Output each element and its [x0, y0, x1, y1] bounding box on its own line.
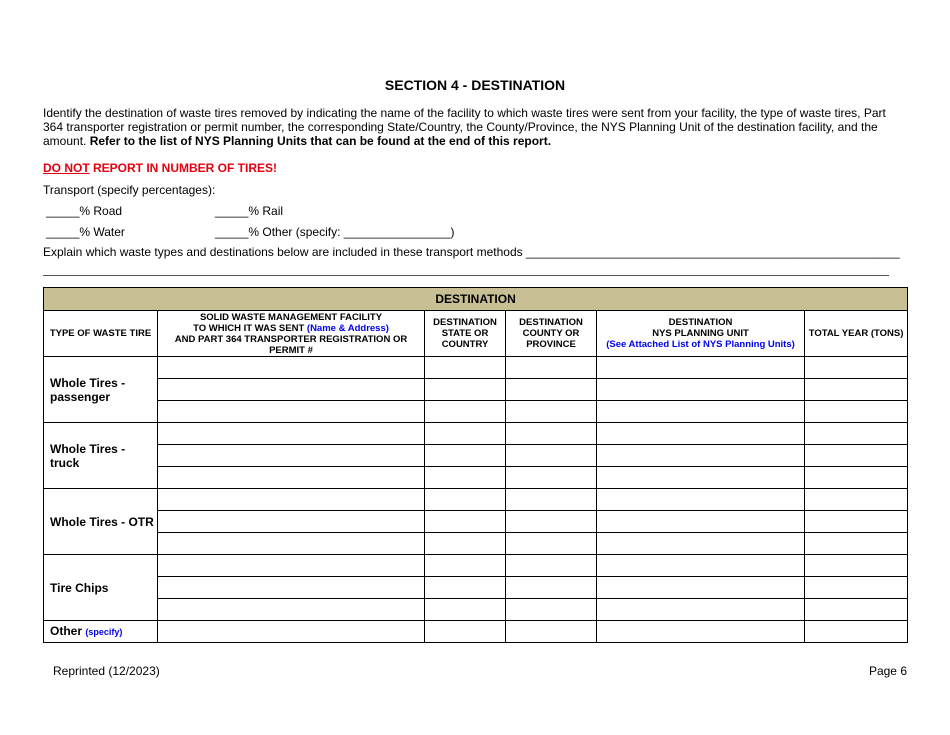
- transport-label: Transport (specify percentages):: [43, 183, 216, 197]
- section-title: SECTION 4 - DESTINATION: [384, 77, 566, 93]
- table-row: [44, 533, 908, 555]
- destination-table: [43, 287, 908, 643]
- input-cell[interactable]: [597, 577, 805, 599]
- input-cell[interactable]: [425, 533, 506, 555]
- input-cell[interactable]: [506, 423, 597, 445]
- input-cell[interactable]: [158, 445, 425, 467]
- input-cell[interactable]: [597, 511, 805, 533]
- header-facility-line3: AND PART 364 TRANSPORTER REGISTRATION OR PERMIT #: [174, 333, 408, 356]
- header-facility-line1: SOLID WASTE MANAGEMENT FACILITY: [199, 311, 383, 323]
- input-cell[interactable]: [597, 423, 805, 445]
- input-cell[interactable]: [425, 599, 506, 621]
- table-row: [44, 511, 908, 533]
- table-row: [44, 489, 908, 511]
- row-label: Whole Tires - truck: [44, 423, 158, 489]
- table-row: [44, 599, 908, 621]
- table-body: [44, 357, 908, 621]
- warning-text: [43, 161, 277, 175]
- input-cell[interactable]: [158, 533, 425, 555]
- input-cell[interactable]: [506, 379, 597, 401]
- input-cell[interactable]: [805, 577, 908, 599]
- warning-rest: REPORT IN NUMBER OF TIRES!: [89, 161, 278, 175]
- header-nys-line1: DESTINATION: [668, 317, 733, 328]
- input-cell[interactable]: [805, 467, 908, 489]
- intro-bold-note: Refer to the list of NYS Planning Units that can be found at the end of this report.: [89, 134, 552, 148]
- input-cell[interactable]: [425, 445, 506, 467]
- input-cell[interactable]: [597, 445, 805, 467]
- input-cell[interactable]: [158, 599, 425, 621]
- input-cell[interactable]: [158, 401, 425, 423]
- intro-paragraph: [43, 106, 903, 148]
- input-cell[interactable]: [805, 555, 908, 577]
- input-cell[interactable]: [506, 577, 597, 599]
- row-label: Tire Chips: [44, 555, 158, 621]
- input-cell[interactable]: [425, 423, 506, 445]
- input-cell[interactable]: [597, 379, 805, 401]
- input-cell[interactable]: [805, 489, 908, 511]
- table-row: [44, 555, 908, 577]
- table-row: [44, 423, 908, 445]
- input-cell[interactable]: [158, 379, 425, 401]
- input-cell[interactable]: [597, 401, 805, 423]
- input-cell[interactable]: [158, 357, 425, 379]
- input-cell[interactable]: [805, 379, 908, 401]
- input-cell[interactable]: [597, 357, 805, 379]
- input-cell[interactable]: [805, 599, 908, 621]
- input-cell[interactable]: [425, 379, 506, 401]
- table-row: [44, 401, 908, 423]
- input-cell[interactable]: [425, 489, 506, 511]
- rail-percent-field[interactable]: _____% Rail: [215, 204, 284, 218]
- destination-banner: DESTINATION: [44, 288, 908, 311]
- row-label-other: [44, 621, 158, 643]
- input-cell[interactable]: [506, 533, 597, 555]
- input-cell[interactable]: [506, 445, 597, 467]
- row-label: Whole Tires - OTR: [44, 489, 158, 555]
- header-facility-line2: TO WHICH IT WAS SENT: [193, 322, 305, 334]
- input-cell[interactable]: [158, 511, 425, 533]
- input-cell[interactable]: [425, 401, 506, 423]
- input-cell[interactable]: [158, 621, 425, 643]
- input-cell[interactable]: [425, 357, 506, 379]
- input-cell[interactable]: [425, 577, 506, 599]
- table-row: [44, 445, 908, 467]
- footer-reprinted: Reprinted (12/2023): [53, 664, 160, 678]
- input-cell[interactable]: [425, 555, 506, 577]
- other-specify: (specify): [85, 627, 123, 637]
- input-cell[interactable]: [805, 511, 908, 533]
- input-cell[interactable]: [597, 555, 805, 577]
- row-label: Whole Tires - passenger: [44, 357, 158, 423]
- table-row: [44, 467, 908, 489]
- header-state: DESTINATION STATE OR COUNTRY: [425, 311, 506, 357]
- explain-answer-line[interactable]: [43, 275, 889, 276]
- warning-underlined: DO NOT: [43, 161, 90, 175]
- input-cell[interactable]: [805, 621, 908, 643]
- header-nys-blue: (See Attached List of NYS Planning Units): [606, 339, 795, 350]
- road-percent-field[interactable]: _____% Road: [46, 204, 123, 218]
- table-row: [44, 357, 908, 379]
- input-cell[interactable]: [506, 467, 597, 489]
- explain-transport-field[interactable]: Explain which waste types and destinations below are included in these transport methods ________________________________________________________: [43, 245, 900, 259]
- header-facility-blue: (Name & Address): [306, 322, 389, 334]
- header-total: TOTAL YEAR (TONS): [805, 311, 908, 357]
- header-nys-line2: NYS PLANNING UNIT: [652, 328, 749, 339]
- input-cell[interactable]: [506, 599, 597, 621]
- header-nys: [597, 311, 805, 357]
- footer-page-number: Page 6: [868, 664, 907, 678]
- input-cell[interactable]: [425, 467, 506, 489]
- input-cell[interactable]: [425, 511, 506, 533]
- input-cell[interactable]: [506, 489, 597, 511]
- input-cell[interactable]: [506, 401, 597, 423]
- input-cell[interactable]: [158, 467, 425, 489]
- input-cell[interactable]: [597, 599, 805, 621]
- input-cell[interactable]: [506, 357, 597, 379]
- input-cell[interactable]: [597, 533, 805, 555]
- other-label: Other: [50, 624, 83, 638]
- input-cell[interactable]: [805, 533, 908, 555]
- table-row: [44, 379, 908, 401]
- input-cell[interactable]: [805, 445, 908, 467]
- input-cell[interactable]: [805, 357, 908, 379]
- input-cell[interactable]: [506, 621, 597, 643]
- header-type: TYPE OF WASTE TIRE: [44, 311, 158, 357]
- input-cell[interactable]: [805, 423, 908, 445]
- input-cell[interactable]: [597, 621, 805, 643]
- header-county: DESTINATION COUNTY OR PROVINCE: [506, 311, 597, 357]
- header-facility: [158, 311, 425, 357]
- input-cell[interactable]: [506, 511, 597, 533]
- table-row: [44, 577, 908, 599]
- other-percent-field[interactable]: _____% Other (specify: ________________): [215, 225, 455, 239]
- input-cell[interactable]: [805, 401, 908, 423]
- input-cell[interactable]: [158, 423, 425, 445]
- water-percent-field[interactable]: _____% Water: [46, 225, 125, 239]
- input-cell[interactable]: [425, 621, 506, 643]
- input-cell[interactable]: [597, 489, 805, 511]
- input-cell[interactable]: [158, 577, 425, 599]
- input-cell[interactable]: [597, 467, 805, 489]
- input-cell[interactable]: [506, 555, 597, 577]
- input-cell[interactable]: [158, 555, 425, 577]
- intro-text: Identify the destination of waste tires removed by indicating the name of the facility to which waste tires were sent from your facility, the type of waste tires, Part 364 transporter registration or permit number, the corresponding State/Country, the County/Province, the NYS Planning Unit of the destination facility, and the amount.: [43, 106, 886, 148]
- input-cell[interactable]: [158, 489, 425, 511]
